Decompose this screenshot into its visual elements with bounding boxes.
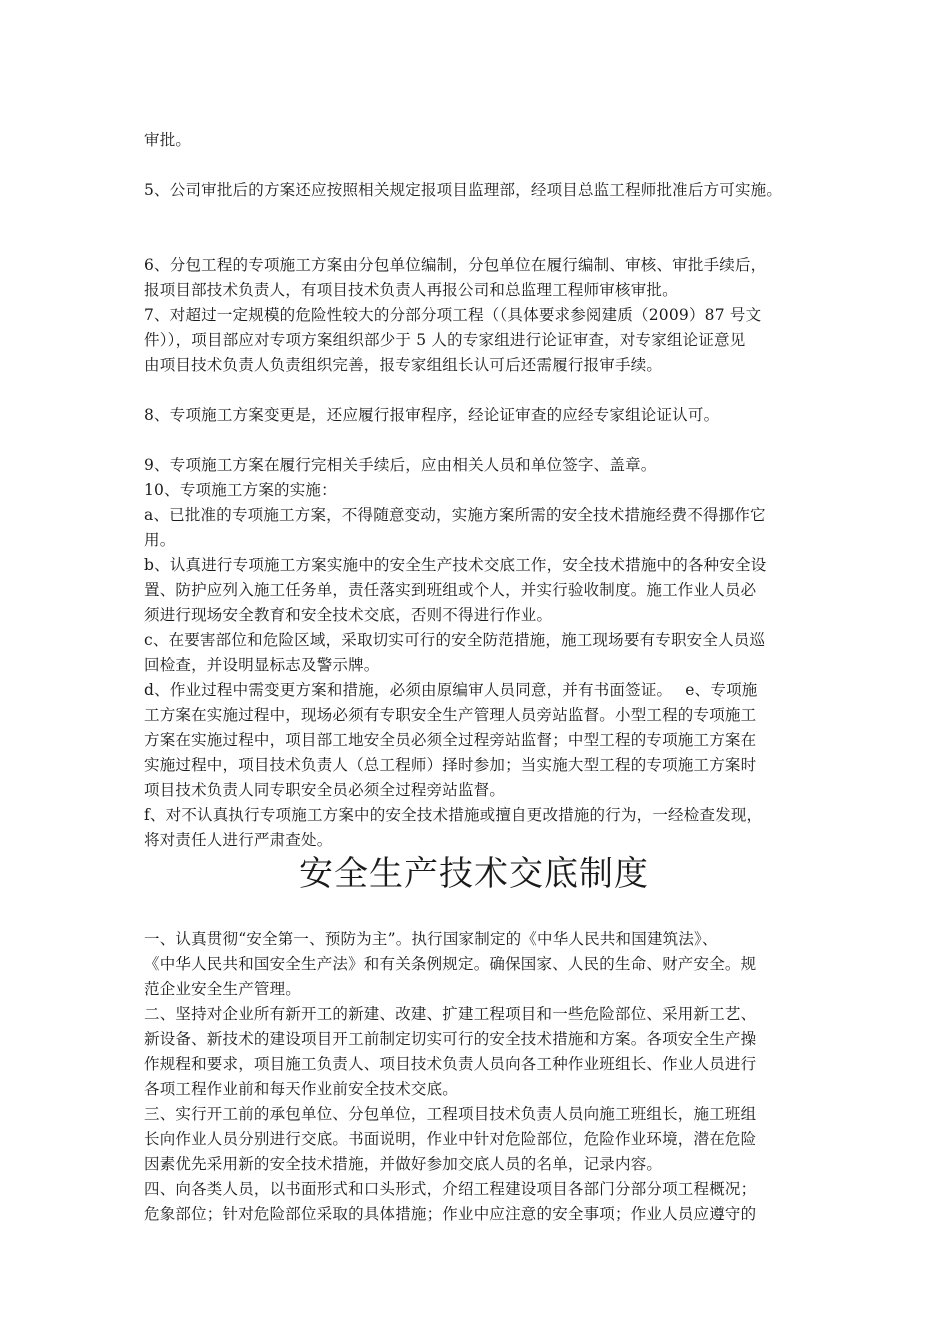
paragraph-line: 将对责任人进行严肃查处。 [144,831,333,849]
paragraph-line: c、在要害部位和危险区域，采取切实可行的安全防范措施，施工现场要有专职安全人员巡 [144,631,766,649]
paragraph-line: a、已批准的专项施工方案，不得随意变动，实施方案所需的安全技术措施经费不得挪作它 [144,506,766,524]
paragraph-line: 件）），项目部应对专项方案组织部少于 5 人的专家组进行论证审查，对专家组论证意见 [144,331,746,349]
paragraph-line: 新设备、新技术的建设项目开工前制定切实可行的安全技术措施和方案。各项安全生产操 [144,1030,757,1048]
paragraph-line: 9、专项施工方案在履行完相关手续后，应由相关人员和单位签字、盖章。 [144,456,657,474]
paragraph-line: 须进行现场安全教育和安全技术交底，否则不得进行作业。 [144,606,553,624]
paragraph-line: 作规程和要求，项目施工负责人、项目技术负责人员向各工种作业班组长、作业人员进行 [144,1055,757,1073]
paragraph-line: 四、向各类人员，以书面形式和口头形式，介绍工程建设项目各部门分部分项工程概况； [144,1180,757,1198]
paragraph-line: 因素优先采用新的安全技术措施，并做好参加交底人员的名单，记录内容。 [144,1155,663,1173]
paragraph-line: 6、分包工程的专项施工方案由分包单位编制，分包单位在履行编制、审核、审批手续后， [144,256,767,274]
paragraph-line: 5、公司审批后的方案还应按照相关规定报项目监理部，经项目总监工程师批准后方可实施。 [144,181,783,199]
paragraph-line: 置、防护应列入施工任务单，责任落实到班组或个人，并实行验收制度。施工作业人员必 [144,581,757,599]
paragraph-line: 长向作业人员分别进行交底。书面说明，作业中针对危险部位，危险作业环境，潜在危险 [144,1130,757,1148]
paragraph-line: 实施过程中，项目技术负责人（总工程师）择时参加；当实施大型工程的专项施工方案时 [144,756,757,774]
paragraph-line: 方案在实施过程中，项目部工地安全员必须全过程旁站监督；中型工程的专项施工方案在 [144,731,757,749]
paragraph-line: 项目技术负责人同专职安全员必须全过程旁站监督。 [144,781,506,799]
paragraph-line: d、作业过程中需变更方案和措施，必须由原编审人员同意，并有书面签证。 e、专项施 [144,681,758,699]
section-heading: 安全生产技术交底制度 [299,854,649,894]
paragraph-line: b、认真进行专项施工方案实施中的安全生产技术交底工作，安全技术措施中的各种安全设 [144,556,767,574]
paragraph-line: 回检查，并设明显标志及警示牌。 [144,656,380,674]
paragraph-line: 范企业安全生产管理。 [144,980,302,998]
paragraph-line: 三、实行开工前的承包单位、分包单位，工程项目技术负责人员向施工班组长，施工班组 [144,1105,757,1123]
paragraph-line: f、对不认真执行专项施工方案中的安全技术措施或擅自更改措施的行为，一经检查发现， [144,806,763,824]
paragraph-line: 二、坚持对企业所有新开工的新建、改建、扩建工程项目和一些危险部位、采用新工艺、 [144,1005,757,1023]
paragraph-line: 审批。 [144,131,192,149]
paragraph-line: 7、对超过一定规模的危险性较大的分部分项工程（（具体要求参阅建质（2009）87 号文 [144,306,762,324]
paragraph-line: 各项工程作业前和每天作业前安全技术交底。 [144,1080,459,1098]
paragraph-line: 危象部位；针对危险部位采取的具体措施；作业中应注意的安全事项；作业人员应遵守的 [144,1205,757,1223]
paragraph-line: 工方案在实施过程中，现场必须有专职安全生产管理人员旁站监督。小型工程的专项施工 [144,706,757,724]
paragraph-line: 10、专项施工方案的实施： [144,481,337,499]
paragraph-line: 由项目技术负责人负责组织完善，报专家组组长认可后还需履行报审手续。 [144,356,663,374]
paragraph-line: 一、认真贯彻“安全第一、预防为主”。执行国家制定的《中华人民共和国建筑法》、 [144,930,718,948]
paragraph-line: 用。 [144,531,176,549]
paragraph-line: 8、专项施工方案变更是，还应履行报审程序，经论证审查的应经专家组论证认可。 [144,406,720,424]
paragraph-line: 报项目部技术负责人，有项目技术负责人再报公司和总监理工程师审核审批。 [144,281,678,299]
paragraph-line: 《中华人民共和国安全生产法》和有关条例规定。确保国家、人民的生命、财产安全。规 [144,955,757,973]
